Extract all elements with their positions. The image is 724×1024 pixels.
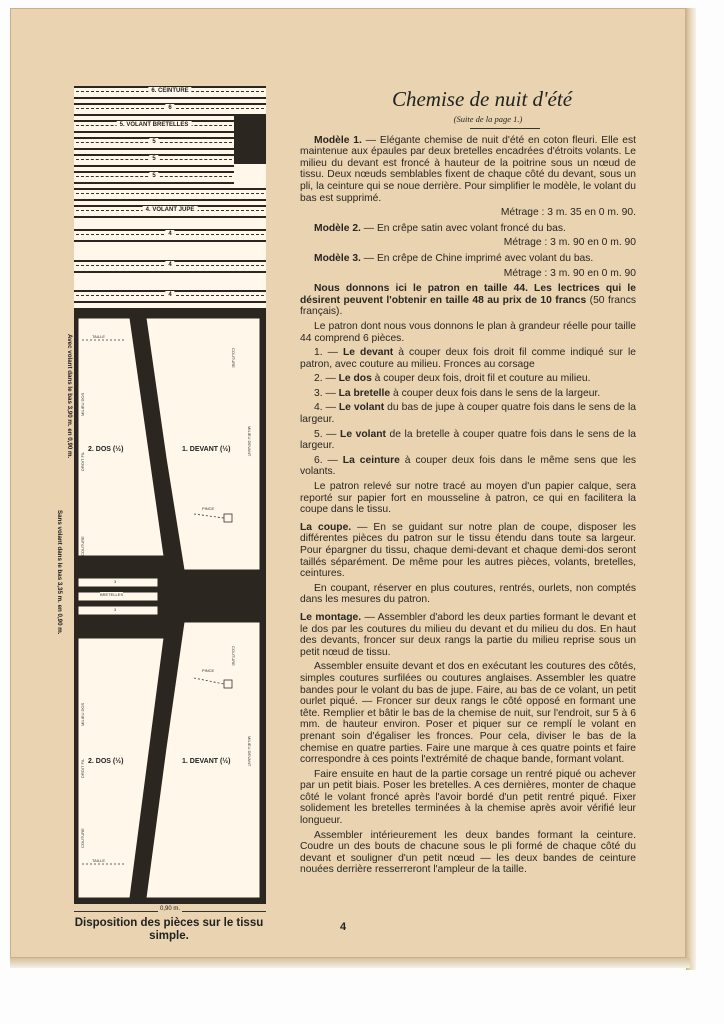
coupant-paragraph: En coupant, réserver en plus coutures, rentrés, ourlets, non comptés dans les mesures du patron. [300,582,636,606]
piece-6-text: à couper deux fois dans le même sens que les volants. [300,454,636,478]
band-ceinture: 6. CEINTURE [74,86,266,99]
patron-bold: Nous donnons ici le patron en taille 44. Les lectrices qui le désirent peuvent l'obtenir en taille 48 au prix de 10 francs [300,283,636,306]
droit-fil-upper: DROIT FIL [80,451,85,471]
lower-dos-label: 2. DOS (½) [88,758,124,765]
montage-head: Le montage. [300,611,362,623]
assembler-paragraph: Assembler ensuite devant et dos en exécutant les coutures des côtés, simples coutures surfilées ou coutures anglaises. Assembler les quatre bandes pour le volant du bas de jupe. Faire, au bas de ce volant, un petit ourlet piqué. — Froncer sur deux rangs le côté opposé en formant une tête. Remplier et bâtir le bas de la chemise de nuit, sur l'endroit, sur 5 à 6 mm. de hauteur environ. Poser et piquer sur ce remplí le volant en prenant soin d'égaliser les fronces. Pour cela, diviser le bas de la chemise en quatre parties. Faire une marque à ces quatre points et faire correspondre à ces points l'extrémité de chaque bande, formant volant. [300,661,636,766]
patron-paragraph [300,283,636,318]
droit-fil-lower: DROIT FIL [80,758,85,778]
piece-1-text: à couper deux fois droit fil comme indiqué sur le patron, avec couture au milieu. Fronces au corsage [300,347,636,370]
patron-rest: (50 francs français). [300,294,636,318]
article-subtitle: (Suite de la page 1.) [453,114,523,124]
lower-devant-label: 1. DEVANT (½) [182,758,231,765]
band-volant-jupe-3: 4 [74,260,266,273]
model-1-metrage: Métrage : 3 m. 35 en 0 m. 90. [500,207,636,219]
milieu-devant-upper: MILIEU DEVANT [247,426,252,457]
model-2-head: Modèle 2. [314,222,361,234]
piece-2-name: Le dos [338,373,372,385]
piece-3-num: 3. — [314,387,339,399]
piece-2 [300,373,636,385]
article-title: Chemise de nuit d'été [391,87,573,111]
band-volant-jupe-4: 4 [74,290,266,303]
piece-1 [300,347,636,370]
page-edge [686,8,696,970]
band-volant-bretelles-3: 5 [74,154,234,167]
montage-text: — Assembler d'abord les deux parties formant le devant et le dos par les coutures du milieu du devant et du milieu du dos. En haut des devants, froncer sur deux rangs la partie du milieu reprise sous un petit nœud de tissu. [300,611,636,658]
piece-5-num: 5. — [314,428,341,440]
taille-label-upper: TAILLE [92,334,106,339]
piece-2-text: à couper deux fois, droit fil et couture au milieu. [371,373,591,385]
piece-3-name: La bretelle [338,387,391,399]
model-3-text: — En crêpe de Chine imprimé avec volant du bas. [360,252,594,264]
coupe-text: — En se guidant sur notre plan de coupe, disposer les différentes pièces du patron sur le tissu étendu dans toute sa largeur. Pour épargner du tissu, chaque demi-devant et chaque demi-dos seront taillés séparément. De même pour les autres pièces, volants, bretelles, ceintures. [300,521,636,580]
page-bottom-edge [10,958,690,968]
piece-3-text: à couper deux fois dans le sens de la largeur. [390,387,601,399]
bretelle-num-2: 3 [114,607,117,612]
side-note-without-flounce: Sans volant dans le bas 3,35 m. en 0,90 m. [56,510,63,635]
fabric-fold-strip [234,116,266,164]
band-ceinture-2: 6 [74,103,266,116]
bretelle-num-1: 3 [114,579,117,584]
bretelle-strip-1 [78,578,158,587]
diagram-caption: Disposition des pièces sur le tissu simple. [74,917,264,942]
piece-5 [300,429,636,452]
model-3-head: Modèle 3. [314,252,361,264]
couture-devant-lower: COUTURE [231,646,236,666]
milieu-devant-lower: MILIEU DEVANT [247,736,252,767]
piece-6-num: 6. — [314,454,343,466]
piece-4 [300,402,636,425]
piece-6 [300,455,636,478]
piece-1-name: Le devant [342,347,394,359]
pince-label-upper: PINCE [202,506,215,511]
couture-upper: COUTURE [80,536,85,556]
couture-lower: COUTURE [80,828,85,848]
piece-4-name: Le volant [338,402,385,414]
band-volant-bretelles: 5. VOLANT BRETELLES [74,120,234,133]
plan-paragraph: Le patron dont nous vous donnons le plan à grandeur réelle pour taille 44 comprend 6 pièces. [300,320,636,344]
band-volant-bretelles-2: 5 [74,137,234,150]
pince-label-lower: PINCE [202,668,215,673]
width-label: 0,90 m. [159,906,181,912]
interieur-paragraph: Assembler intérieurement les deux bandes formant la ceinture. Coudre un des bouts de chacune sous le pli formé de chaque côté du devant et souligner d'un petit nœud — les deux bandes de ceinture nouées derrière resserreront l'ampleur de la taille. [300,829,636,876]
model-1-paragraph [300,135,636,205]
faire-paragraph: Faire ensuite en haut de la partie corsage un rentré piqué ou achever par un petit biais. Poser les bretelles. A ces dernières, monter de chaque côté le volant froncé après l'avoir bordé d'un petit rentré piqué. Fixer solidement les bretelles terminées à la chemise après avoir vérifié leur longueur. [300,768,636,827]
bretelles-label: BRETELLES [100,592,124,597]
model-3-paragraph [300,253,636,265]
milieu-dos-lower: MILIEU DOS [80,702,85,726]
band-volant-jupe-2: 4 [74,229,266,242]
piece-2-num: 2. — [314,373,339,385]
band-plain [74,188,266,201]
upper-devant-label: 1. DEVANT (½) [182,446,231,453]
title-rule [470,128,540,129]
montage-paragraph [300,612,636,658]
cutting-layout-diagram [74,86,266,904]
piece-1-num: 1. — [314,347,343,359]
piece-4-num: 4. — [314,402,339,414]
model-2-paragraph [300,223,636,235]
band-volant-jupe: 4. VOLANT JUPE [74,205,266,218]
taille-label-lower: TAILLE [92,858,106,863]
piece-5-text: de la bretelle à couper quatre fois dans le sens de la largeur. [300,428,637,452]
model-2-metrage: Métrage : 3 m. 90 en 0 m. 90 [503,237,636,249]
piece-6-name: La ceinture [342,454,400,466]
piece-4-text: du bas de jupe à couper quatre fois dans le sens de la largeur. [300,402,636,426]
bodice-pieces-svg [74,308,266,904]
upper-dos-label: 2. DOS (½) [88,446,124,453]
coupe-paragraph [300,522,636,580]
piece-3 [300,388,636,400]
piece-5-name: Le volant [340,428,386,440]
couture-devant-upper: COUTURE [231,348,236,368]
page-number: 4 [340,921,347,933]
coupe-head: La coupe. [300,521,352,533]
bretelle-strip-3 [78,606,158,615]
model-3-metrage: Métrage : 3 m. 90 en 0 m. 90 [503,267,636,279]
model-1-text: — Elégante chemise de nuit d'été en coton fleuri. Elle est maintenue aux épaules par deux bretelles encadrées d'étroits volants. Le milieu du devant est froncé à hauteur de la poitrine sous un nœud de tissu. Deux nœuds semblables fixent de chaque côté du devant, sous un pli, la ceinture qui se noue derrière. Pour simplifier le modèle, le volant du bas est supprimé. [300,134,637,204]
width-measure [74,906,266,916]
article-column [300,86,636,879]
milieu-dos-upper: MILIEU DOS [80,392,85,416]
model-1-head: Modèle 1. [314,134,362,146]
releve-paragraph: Le patron relevé sur notre tracé au moyen d'un papier calque, sera reporté sur papier fort en mousseline à patron, ce qui en facilitera la coupe dans le tissu. [300,481,636,516]
side-note-with-flounce: Avec volant dans le bas 3,90 m. en 0,90 m. [66,334,73,459]
model-2-text: — En crêpe satin avec volant froncé du bas. [360,222,566,234]
band-volant-bretelles-4: 5 [74,171,234,184]
